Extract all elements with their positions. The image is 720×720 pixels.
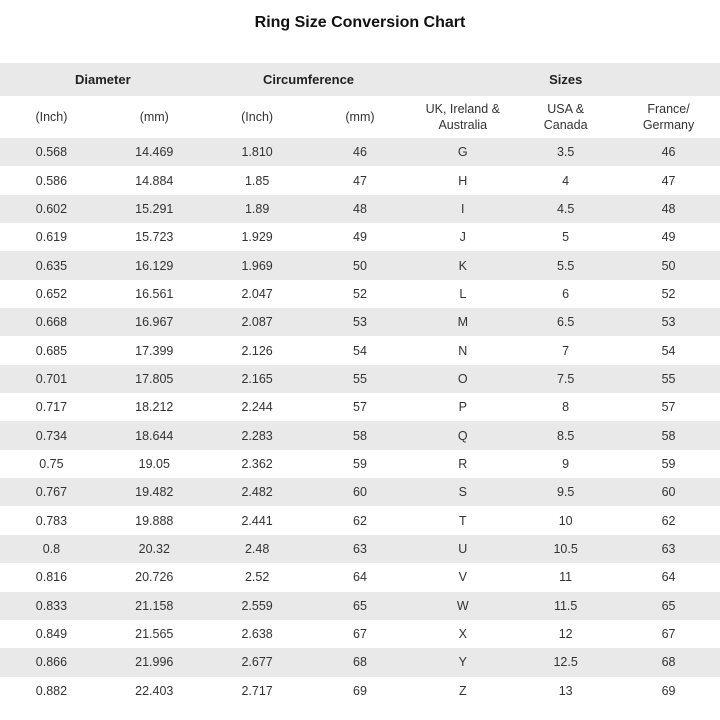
table-cell: 0.586: [35, 173, 68, 188]
table-body: [0, 138, 720, 705]
table-cell: 0.882: [35, 683, 68, 698]
table-cell: 68: [353, 655, 367, 670]
table-cell: 14.469: [135, 145, 174, 160]
table-row: [0, 478, 720, 506]
table-cell: S: [458, 485, 467, 500]
table-cell: 65: [353, 598, 367, 613]
table-cell: 4: [562, 173, 570, 188]
column-header-france-germany: France/ Germany: [642, 101, 695, 132]
table-cell: 0.866: [35, 655, 68, 670]
table-cell: 60: [661, 485, 676, 500]
table-row: [0, 223, 720, 251]
table-cell: 59: [661, 456, 676, 471]
table-cell: 0.652: [35, 286, 68, 301]
table-row: [0, 421, 720, 449]
table-cell: 8.5: [556, 428, 575, 443]
table-row: [0, 620, 720, 648]
table-cell: 1.89: [244, 201, 270, 216]
table-cell: 2.717: [241, 683, 273, 698]
table-cell: I: [461, 201, 465, 216]
table-cell: 12.5: [553, 655, 578, 670]
table-cell: 0.602: [35, 201, 68, 216]
table-cell: 16.561: [135, 286, 174, 301]
table-cell: 9.5: [556, 485, 575, 500]
table-cell: 52: [353, 286, 367, 301]
group-header-sizes: Sizes: [549, 72, 583, 87]
table-cell: 7.5: [556, 371, 575, 386]
table-cell: T: [458, 513, 467, 528]
table-row: [0, 166, 720, 194]
table-cell: 4.5: [556, 201, 575, 216]
table-cell: 10.5: [553, 541, 578, 556]
table-cell: 6: [562, 286, 570, 301]
table-cell: 54: [661, 343, 676, 358]
table-row: [0, 535, 720, 563]
column-header-row: [0, 96, 720, 138]
table-cell: 2.48: [244, 541, 270, 556]
table-header: [0, 63, 720, 138]
table-cell: 60: [353, 485, 367, 500]
table-cell: 19.05: [138, 456, 170, 471]
table-cell: 59: [353, 456, 367, 471]
table-cell: W: [456, 598, 469, 613]
table-cell: 0.568: [35, 145, 68, 160]
table-cell: 14.884: [135, 173, 174, 188]
table-cell: 67: [353, 627, 367, 642]
table-cell: 21.996: [135, 655, 174, 670]
table-cell: 50: [661, 258, 676, 273]
table-cell: 2.441: [241, 513, 273, 528]
table-cell: Z: [458, 683, 467, 698]
table-cell: 47: [353, 173, 367, 188]
table-cell: Y: [458, 655, 467, 670]
table-cell: 48: [661, 201, 676, 216]
table-cell: 50: [353, 258, 367, 273]
table-cell: 63: [661, 541, 676, 556]
table-cell: 5: [562, 230, 570, 245]
table-cell: O: [457, 371, 468, 386]
column-header-uk-ireland-australia: UK, Ireland & Australia: [425, 101, 500, 132]
table-cell: 2.559: [241, 598, 273, 613]
table-cell: 64: [661, 570, 676, 585]
table-row: [0, 648, 720, 676]
table-cell: 62: [353, 513, 367, 528]
table-cell: 21.158: [135, 598, 174, 613]
table-cell: 2.52: [244, 570, 270, 585]
table-cell: K: [458, 258, 467, 273]
table-cell: 5.5: [556, 258, 575, 273]
table-row: [0, 365, 720, 393]
table-cell: 0.619: [35, 230, 68, 245]
table-cell: 49: [353, 230, 367, 245]
column-header-circumference-mm: (mm): [345, 109, 375, 124]
table-cell: 47: [661, 173, 676, 188]
table-cell: 63: [353, 541, 367, 556]
table-cell: 15.723: [135, 230, 174, 245]
table-cell: 0.635: [35, 258, 68, 273]
table-cell: 2.677: [241, 655, 273, 670]
table-cell: N: [458, 343, 468, 358]
table-cell: 55: [661, 371, 676, 386]
table-cell: 2.126: [241, 343, 273, 358]
table-row: [0, 677, 720, 705]
table-cell: 9: [562, 456, 570, 471]
table-cell: H: [458, 173, 468, 188]
table-cell: G: [457, 145, 468, 160]
table-row: [0, 563, 720, 591]
table-cell: 0.701: [35, 371, 68, 386]
table-cell: 16.129: [135, 258, 174, 273]
table-row: [0, 506, 720, 534]
table-cell: 1.929: [241, 230, 273, 245]
table-row: [0, 393, 720, 421]
table-cell: 2.482: [241, 485, 273, 500]
table-cell: 20.726: [135, 570, 174, 585]
column-header-usa-canada: USA & Canada: [543, 101, 588, 132]
table-cell: 2.244: [241, 400, 273, 415]
table-cell: 49: [661, 230, 676, 245]
table-cell: 1.969: [241, 258, 273, 273]
table-cell: 19.888: [135, 513, 174, 528]
table-cell: 2.087: [241, 315, 273, 330]
table-cell: V: [458, 570, 467, 585]
column-header-diameter-inch: (Inch): [35, 109, 68, 124]
table-cell: 2.283: [241, 428, 273, 443]
column-header-diameter-mm: (mm): [139, 109, 169, 124]
table-cell: 0.816: [35, 570, 68, 585]
page-title: Ring Size Conversion Chart: [254, 14, 466, 31]
table-cell: 2.638: [241, 627, 273, 642]
table-cell: 0.833: [35, 598, 68, 613]
group-header-circumference: Circumference: [263, 72, 355, 87]
table-cell: L: [459, 286, 467, 301]
table-cell: 18.644: [135, 428, 174, 443]
table-cell: 12: [558, 627, 573, 642]
table-cell: 7: [562, 343, 570, 358]
table-row: [0, 308, 720, 336]
table-cell: 6.5: [556, 315, 575, 330]
table-row: [0, 336, 720, 364]
table-cell: 62: [661, 513, 676, 528]
table-cell: 11: [559, 570, 573, 585]
table-cell: 8: [562, 400, 570, 415]
table-row: [0, 280, 720, 308]
table-row: [0, 251, 720, 279]
table-cell: 17.399: [135, 343, 174, 358]
table-cell: Q: [457, 428, 468, 443]
ring-size-conversion-table: [0, 63, 720, 705]
table-cell: J: [459, 230, 466, 245]
table-cell: 46: [353, 145, 367, 160]
table-cell: 1.810: [241, 145, 273, 160]
table-cell: 0.734: [35, 428, 68, 443]
table-row: [0, 195, 720, 223]
table-row: [0, 138, 720, 166]
table-cell: 0.685: [35, 343, 68, 358]
table-cell: 3.5: [556, 145, 575, 160]
table-cell: 17.805: [135, 371, 174, 386]
table-cell: 0.8: [42, 541, 61, 556]
table-cell: 53: [353, 315, 367, 330]
group-header-diameter: Diameter: [75, 72, 131, 87]
table-cell: 48: [353, 201, 367, 216]
table-cell: 0.849: [35, 627, 68, 642]
table-cell: 0.75: [39, 456, 64, 471]
table-cell: 21.565: [135, 627, 174, 642]
table-cell: X: [458, 627, 467, 642]
table-cell: 0.767: [35, 485, 68, 500]
table-cell: 19.482: [135, 485, 174, 500]
table-cell: U: [458, 541, 468, 556]
group-header-row: [0, 63, 720, 96]
table-cell: 10: [558, 513, 573, 528]
table-cell: 2.047: [241, 286, 273, 301]
table-cell: 52: [661, 286, 676, 301]
table-cell: 0.717: [35, 400, 68, 415]
table-cell: 18.212: [135, 400, 174, 415]
table-cell: 13: [558, 683, 573, 698]
table-cell: 58: [353, 428, 367, 443]
table-cell: 54: [353, 343, 367, 358]
table-cell: 57: [353, 400, 367, 415]
table-cell: 20.32: [138, 541, 170, 556]
table-cell: 53: [661, 315, 676, 330]
table-cell: 68: [661, 655, 676, 670]
table-cell: 11.5: [553, 598, 578, 613]
table-cell: 67: [661, 627, 676, 642]
table-cell: 0.668: [35, 315, 68, 330]
table-cell: 22.403: [135, 683, 174, 698]
table-cell: 58: [661, 428, 676, 443]
table-cell: R: [458, 456, 468, 471]
table-cell: 1.85: [244, 173, 270, 188]
table-cell: 0.783: [35, 513, 68, 528]
table-cell: 57: [661, 400, 676, 415]
table-row: [0, 450, 720, 478]
table-cell: 2.165: [241, 371, 273, 386]
column-header-circumference-inch: (Inch): [241, 109, 274, 124]
table-cell: 2.362: [241, 456, 273, 471]
table-cell: 15.291: [135, 201, 174, 216]
table-cell: P: [458, 400, 467, 415]
table-cell: 64: [353, 570, 367, 585]
table-cell: 69: [661, 683, 676, 698]
table-cell: 46: [661, 145, 676, 160]
table-cell: 65: [661, 598, 676, 613]
table-cell: M: [457, 315, 468, 330]
table-row: [0, 592, 720, 620]
table-cell: 69: [353, 683, 367, 698]
table-cell: 55: [353, 371, 367, 386]
table-cell: 16.967: [135, 315, 174, 330]
